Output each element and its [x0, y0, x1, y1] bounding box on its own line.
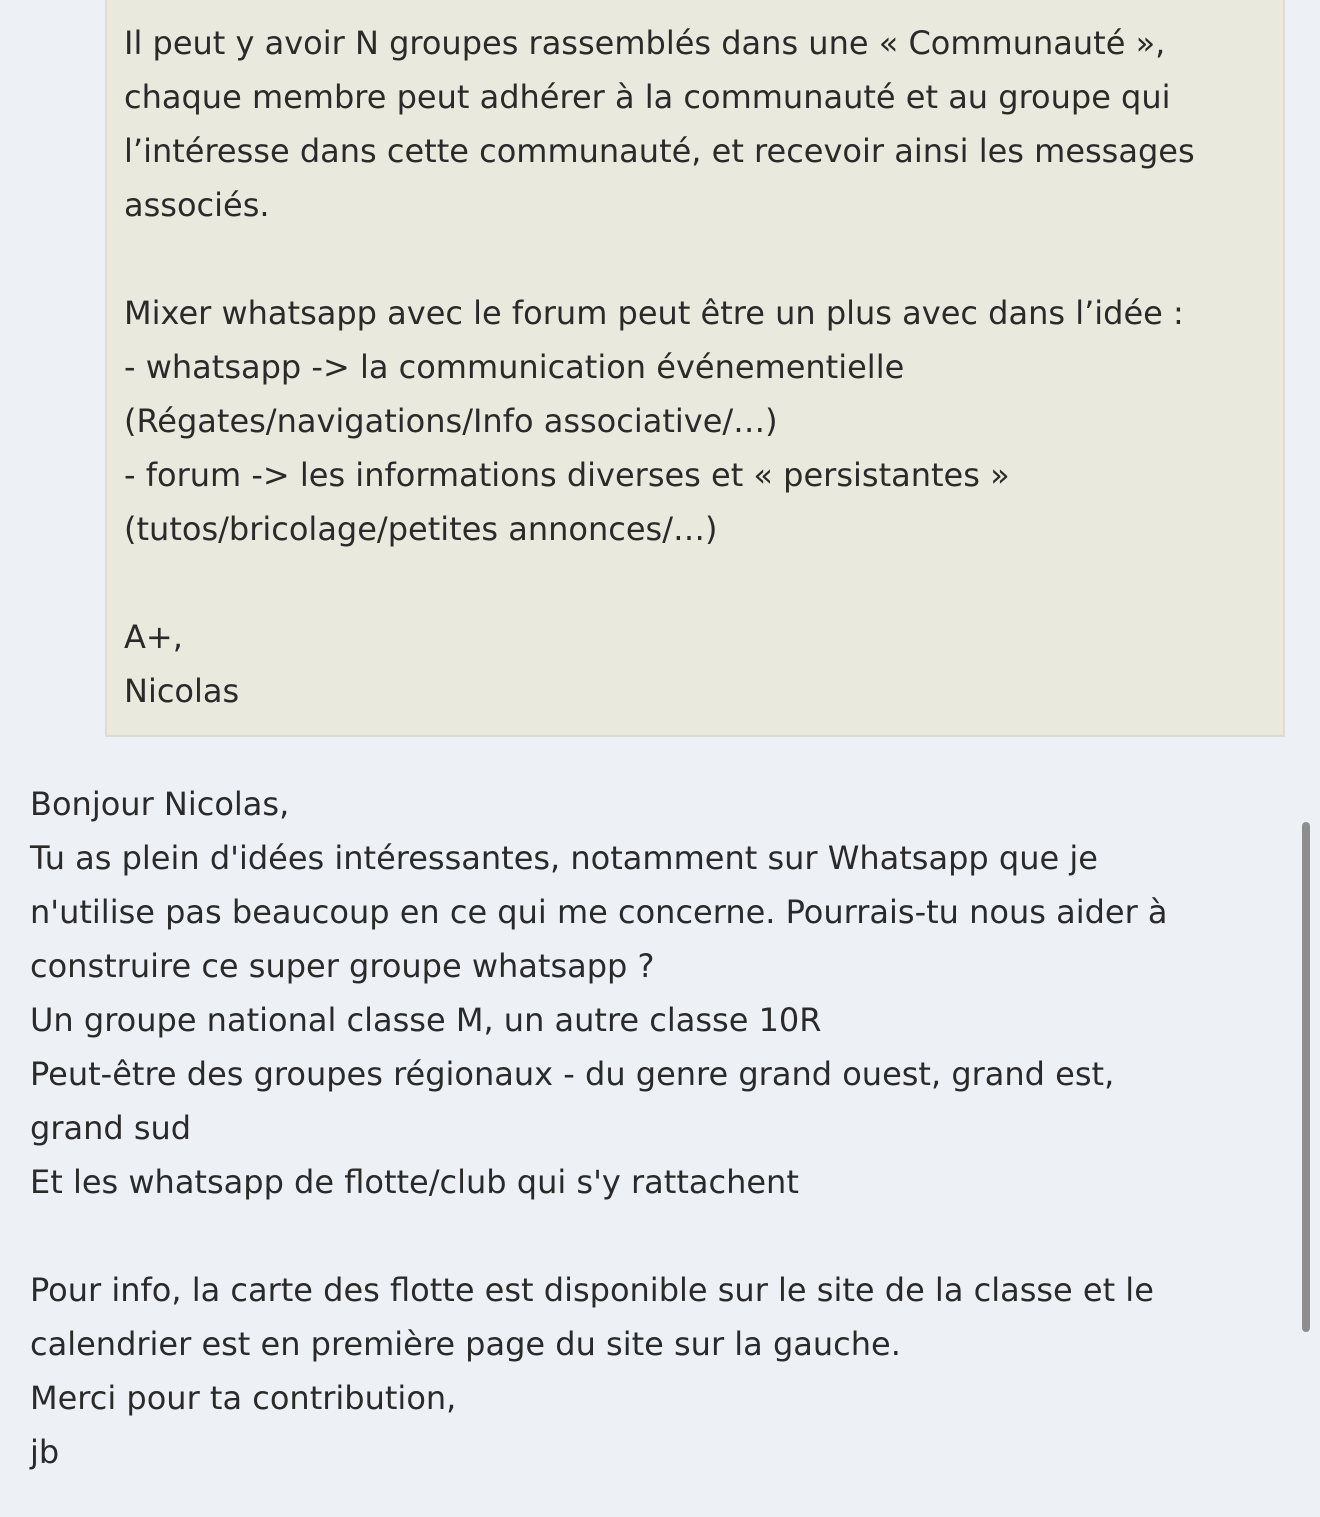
reply-paragraph-1	[30, 777, 1290, 1209]
reply-line: construire ce super groupe whatsapp ?	[30, 947, 655, 985]
reply-line: calendrier est en première page du site sur la gauche.	[30, 1325, 901, 1363]
reply-line: Un groupe national classe M, un autre classe 10R	[30, 1001, 822, 1039]
paragraph-spacer	[124, 556, 1266, 610]
quote-line: A+,	[124, 618, 183, 656]
quoted-message	[105, 0, 1285, 737]
reply-paragraph-2	[30, 1263, 1290, 1479]
scrollbar-thumb[interactable]	[1302, 822, 1310, 1332]
quote-line: Mixer whatsapp avec le forum peut être un plus avec dans l’idée :	[124, 294, 1184, 332]
quote-line: associés.	[124, 186, 270, 224]
reply-line: Et les whatsapp de flotte/club qui s'y rattachent	[30, 1163, 799, 1201]
quote-line: - forum -> les informations diverses et « persistantes »	[124, 456, 1010, 494]
quote-line: (tutos/bricolage/petites annonces/…)	[124, 510, 718, 548]
paragraph-spacer	[124, 232, 1266, 286]
quote-line: chaque membre peut adhérer à la communauté et au groupe qui	[124, 78, 1171, 116]
quote-line: (Régates/navigations/Info associative/…)	[124, 402, 778, 440]
reply-line: Peut-être des groupes régionaux - du genre grand ouest, grand est,	[30, 1055, 1115, 1093]
quote-paragraph-2	[124, 286, 1266, 556]
reply-message	[30, 777, 1290, 1479]
quote-line: - whatsapp -> la communication événementielle	[124, 348, 905, 386]
quote-paragraph-1	[124, 16, 1266, 232]
reply-line: Tu as plein d'idées intéressantes, notamment sur Whatsapp que je	[30, 839, 1098, 877]
reply-line: Merci pour ta contribution,	[30, 1379, 457, 1417]
reply-line: n'utilise pas beaucoup en ce qui me concerne. Pourrais-tu nous aider à	[30, 893, 1168, 931]
paragraph-spacer	[30, 1209, 1290, 1263]
quote-line: Il peut y avoir N groupes rassemblés dans une « Communauté »,	[124, 24, 1166, 62]
quote-author: Nicolas	[124, 672, 240, 710]
quote-signoff	[124, 610, 1266, 718]
reply-author: jb	[30, 1433, 60, 1471]
reply-line: grand sud	[30, 1109, 192, 1147]
quote-line: l’intéresse dans cette communauté, et recevoir ainsi les messages	[124, 132, 1195, 170]
reply-line: Bonjour Nicolas,	[30, 785, 290, 823]
reply-line: Pour info, la carte des flotte est disponible sur le site de la classe et le	[30, 1271, 1154, 1309]
